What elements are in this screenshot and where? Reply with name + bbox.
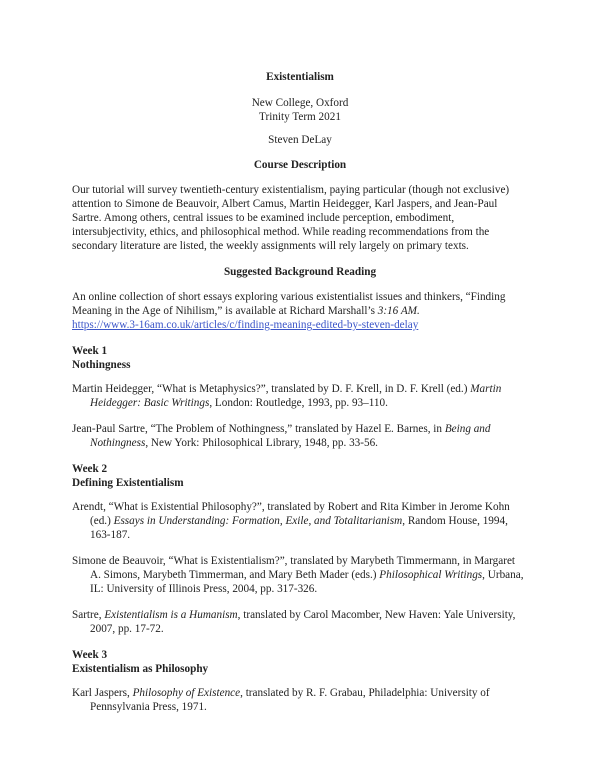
citation-title: Martin Heidegger: Basic Writings — [90, 383, 502, 409]
citation-text: Sartre, — [72, 609, 105, 621]
citation-publication: , London: Routledge, 1993, pp. 93–110. — [209, 397, 388, 409]
week-section — [72, 344, 528, 450]
reading-citation — [72, 422, 528, 450]
week-topic: Defining Existentialism — [72, 477, 184, 489]
institution: New College, Oxford — [251, 97, 349, 109]
reading-citation — [72, 382, 528, 410]
background-link[interactable]: https://www.3-16am.co.uk/articles/c/finding-meaning-edited-by-steven-delay — [72, 319, 419, 331]
week-label: Week 1 — [72, 345, 108, 357]
week-topic: Nothingness — [72, 359, 131, 371]
document-title: Existentialism — [266, 71, 334, 83]
citation-title: Essays in Understanding: Formation, Exile, and Totalitarianism — [113, 515, 403, 527]
background-text: An online collection of short essays exploring various existentialist issues and thinkers, “Finding Meaning in the Age of Nihilism,” is available at Richard Marshall’s — [72, 291, 506, 317]
citation-text: Karl Jaspers, — [72, 687, 133, 699]
week-label: Week 2 — [72, 463, 108, 475]
citation-publication: , Urbana, IL: University of Illinois Press, 2004, pp. 317-326. — [90, 569, 524, 595]
citation-publication: , Random House, 1994, 163-187. — [90, 515, 508, 541]
background-reading-text — [72, 290, 528, 332]
citation-text: Jean-Paul Sartre, “The Problem of Nothingness,” translated by Hazel E. Barnes, in — [72, 423, 445, 435]
week-label: Week 3 — [72, 649, 108, 661]
citation-publication: , New York: Philosophical Library, 1948, pp. 33-56. — [145, 437, 378, 449]
week-section — [72, 462, 528, 636]
course-description-heading: Course Description — [253, 159, 347, 171]
citation-publication: , translated by R. F. Grabau, Philadelphia: University of Pennsylvania Press, 1971. — [90, 687, 490, 713]
week-topic: Existentialism as Philosophy — [72, 663, 209, 675]
reading-citation — [72, 608, 528, 636]
reading-citation — [72, 500, 528, 542]
citation-title: Existentialism is a Humanism — [104, 609, 238, 621]
background-reading-heading: Suggested Background Reading — [223, 266, 377, 278]
course-description-text: Our tutorial will survey twentieth-century existentialism, paying particular (though not exclusive) attention to Simone de Beauvoir, Albert Camus, Martin Heidegger, Karl Jaspers, and Jean-Paul Sartre. Among others, central issues to be examined include perception, embodiment, intersubjectivity, ethics, and philosophical method. While reading recommendations from the secondary literature are listed, the weekly assignments will rely largely on primary texts. — [72, 184, 510, 252]
citation-publication: , translated by Carol Macomber, New Haven: Yale University, 2007, pp. 17-72. — [90, 609, 516, 635]
citation-title: Philosophical Writings — [379, 569, 483, 581]
author: Steven DeLay — [268, 134, 332, 146]
citation-title: Philosophy of Existence — [132, 687, 241, 699]
citation-text: Simone de Beauvoir, “What is Existentialism?”, translated by Marybeth Timmermann, in Margaret A. Simons, Marybeth Timmerman, and Mary Beth Mader (eds.) — [72, 555, 516, 581]
citation-text: Arendt, “What is Existential Philosophy?”, translated by Robert and Rita Kimber in Jerome Kohn (ed.) — [72, 501, 510, 527]
reading-citation — [72, 554, 528, 596]
term: Trinity Term 2021 — [259, 111, 341, 123]
week-section — [72, 648, 528, 714]
background-source: 3:16 AM. — [377, 305, 420, 317]
reading-citation — [72, 686, 528, 714]
citation-text: Martin Heidegger, “What is Metaphysics?”, translated by D. F. Krell, in D. F. Krell (ed.) — [72, 383, 471, 395]
citation-title: Being and Nothingness — [90, 423, 491, 449]
